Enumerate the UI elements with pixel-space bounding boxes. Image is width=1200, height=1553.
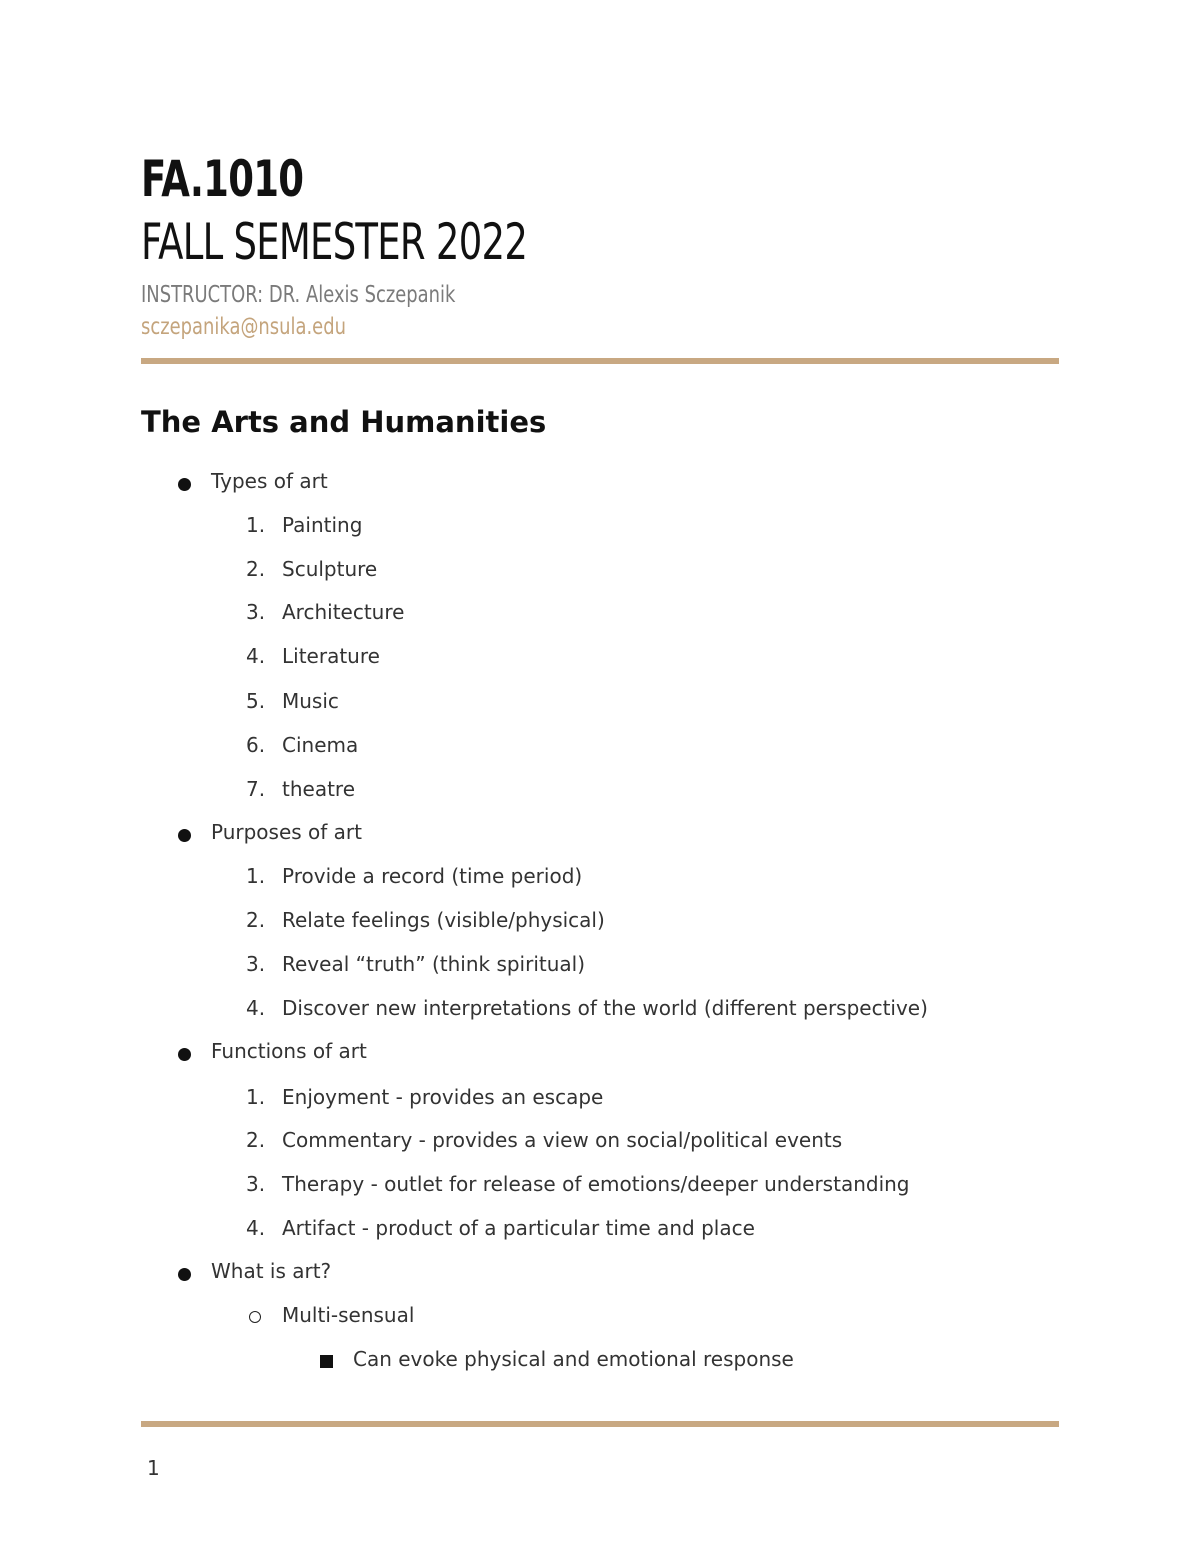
- list-item-types-of-art: Types of art: [211, 469, 328, 493]
- list-item: Can evoke physical and emotional response: [353, 1347, 794, 1371]
- list-item: Enjoyment - provides an escape: [282, 1085, 604, 1109]
- list-item: Provide a record (time period): [282, 864, 583, 888]
- list-item: Architecture: [282, 600, 405, 624]
- top-divider: [141, 358, 1059, 364]
- list-item: theatre: [282, 777, 356, 801]
- list-item: Reveal “truth” (think spiritual): [282, 952, 586, 976]
- list-item: Commentary - provides a view on social/political events: [282, 1128, 843, 1152]
- list-item: Cinema: [282, 733, 359, 757]
- list-item: Relate feelings (visible/physical): [282, 908, 605, 932]
- list-number: 2.: [246, 557, 266, 581]
- course-code: FA.1010: [141, 150, 304, 208]
- list-number: 2.: [246, 908, 266, 932]
- list-number: 4.: [246, 996, 266, 1020]
- list-item-purposes-of-art: Purposes of art: [211, 820, 362, 844]
- bullet-disc-icon: [178, 829, 191, 842]
- list-number: 1.: [246, 864, 266, 888]
- list-number: 7.: [246, 777, 266, 801]
- list-number: 1.: [246, 1085, 266, 1109]
- list-number: 1.: [246, 513, 266, 537]
- list-item-what-is-art: What is art?: [211, 1259, 332, 1283]
- list-item: Sculpture: [282, 557, 378, 581]
- list-item: Multi-sensual: [282, 1303, 415, 1327]
- bullet-disc-icon: [178, 478, 191, 491]
- bullet-disc-icon: [178, 1048, 191, 1061]
- list-item-functions-of-art: Functions of art: [211, 1039, 367, 1063]
- list-number: 3.: [246, 952, 266, 976]
- list-number: 3.: [246, 1172, 266, 1196]
- bullet-disc-icon: [178, 1268, 191, 1281]
- bullet-square-icon: [320, 1355, 333, 1368]
- list-number: 4.: [246, 644, 266, 668]
- list-item: Artifact - product of a particular time and place: [282, 1216, 755, 1240]
- semester-title: FALL SEMESTER 2022: [141, 213, 528, 271]
- section-heading: The Arts and Humanities: [141, 405, 547, 439]
- list-number: 6.: [246, 733, 266, 757]
- list-item: Music: [282, 689, 339, 713]
- page-number: 1: [147, 1456, 160, 1480]
- list-item: Therapy - outlet for release of emotions/deeper understanding: [282, 1172, 910, 1196]
- list-number: 3.: [246, 600, 266, 624]
- list-number: 4.: [246, 1216, 266, 1240]
- instructor-name: INSTRUCTOR: DR. Alexis Sczepanik: [141, 282, 456, 308]
- bullet-circle-icon: [249, 1311, 261, 1323]
- list-item: Literature: [282, 644, 380, 668]
- bottom-divider: [141, 1421, 1059, 1427]
- list-number: 2.: [246, 1128, 266, 1152]
- list-number: 5.: [246, 689, 266, 713]
- list-item: Painting: [282, 513, 363, 537]
- instructor-email[interactable]: sczepanika@nsula.edu: [141, 314, 346, 340]
- list-item: Discover new interpretations of the world (different perspective): [282, 996, 928, 1020]
